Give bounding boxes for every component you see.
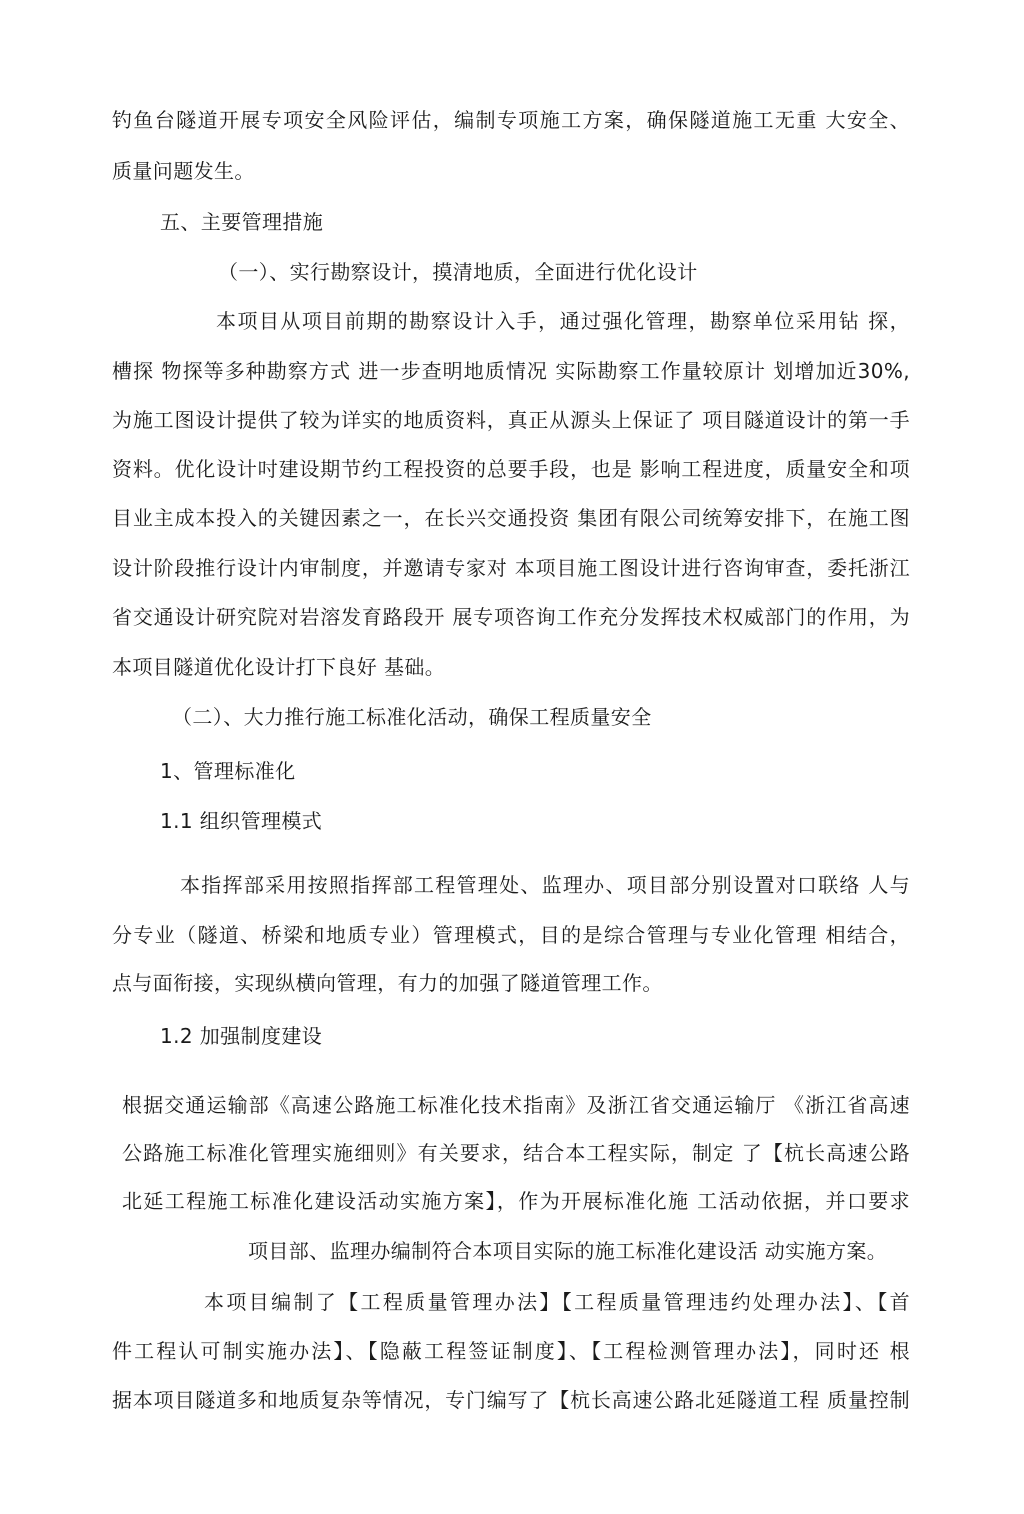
paragraph-line: 点与面衔接，实现纵横向管理，有力的加强了隧道管理工作。 — [112, 971, 663, 995]
section-heading: 五、主要管理措施 — [160, 210, 324, 234]
paragraph-line: 本指挥部采用按照指挥部工程管理处、监理办、项目部分别设置对口联络 人与 — [180, 873, 910, 897]
paragraph-line: 件工程认可制实施办法】、【隐蔽工程签证制度】、【工程检测管理办法】，同时还 根 — [112, 1339, 910, 1363]
paragraph-line: 项目部、监理办编制符合本项目实际的施工标准化建设活 动实施方案。 — [248, 1239, 888, 1263]
subsection-heading: （二）、大力推行施工标准化活动，确保工程质量安全 — [172, 705, 652, 729]
paragraph-line: 钓鱼台隧道开展专项安全风险评估，编制专项施工方案，确保隧道施工无重 大安全、 — [112, 108, 910, 132]
paragraph-line: 槽探 物探等多种勘察方式 进一步查明地质情况 实际勘察工作量较原计 划增加近30%, — [112, 359, 910, 383]
subsection-heading: （一）、实行勘察设计，摸清地质，全面进行优化设计 — [218, 260, 698, 284]
paragraph-line: 资料。优化设计吋建设期节约工程投资的总要手段，也是 影响工程进度，质量安全和项 — [112, 457, 910, 481]
paragraph-line: 北延工程施工标准化建设活动实施方案】，作为开展标准化施 工活动依据，并口要求 — [122, 1189, 910, 1213]
subsection-heading: 1、管理标准化 — [160, 759, 296, 783]
paragraph-line: 据本项目隧道多和地质复杂等情况，专门编写了【杭长高速公路北延隧道工程 质量控制 — [112, 1388, 910, 1412]
paragraph-line: 根据交通运输部《高速公路施工标准化技术指南》及浙江省交通运输厅 《浙江省高速 — [122, 1093, 910, 1117]
paragraph-line: 本项目从项目前期的勘察设计入手，通过强化管理，勘察单位采用钻 探， — [216, 309, 910, 333]
paragraph-line: 公路施工标准化管理实施细则》有关要求，结合本工程实际，制定 了【杭长高速公路 — [122, 1141, 910, 1165]
subsection-heading: 1.1 组织管理模式 — [160, 809, 323, 833]
paragraph-line: 省交通设计研究院对岩溶发育路段开 展专项咨询工作充分发挥技术权威部门的作用，为 — [112, 605, 910, 629]
paragraph-line: 分专业（隧道、桥梁和地质专业）管理模式，目的是综合管理与专业化管理 相结合， — [112, 923, 910, 947]
paragraph-line: 目业主成本投入的关键因素之一，在长兴交通投资 集团有限公司统筹安排下，在施工图 — [112, 506, 910, 530]
paragraph-line: 质量问题发生。 — [112, 159, 255, 183]
paragraph-line: 设计阶段推行设计内审制度，并邀请专家对 本项目施工图设计进行咨询审查，委托浙江 — [112, 556, 910, 580]
subsection-heading: 1.2 加强制度建设 — [160, 1024, 323, 1048]
paragraph-line: 为施工图设计提供了较为详实的地质资料，真正从源头上保证了 项目隧道设计的第一手 — [112, 408, 910, 432]
paragraph-line: 本项目编制了【工程质量管理办法】【工程质量管理违约处理办法】、【首 — [204, 1290, 910, 1314]
paragraph-line: 本项目隧道优化设计打下良好 基础。 — [112, 655, 446, 679]
